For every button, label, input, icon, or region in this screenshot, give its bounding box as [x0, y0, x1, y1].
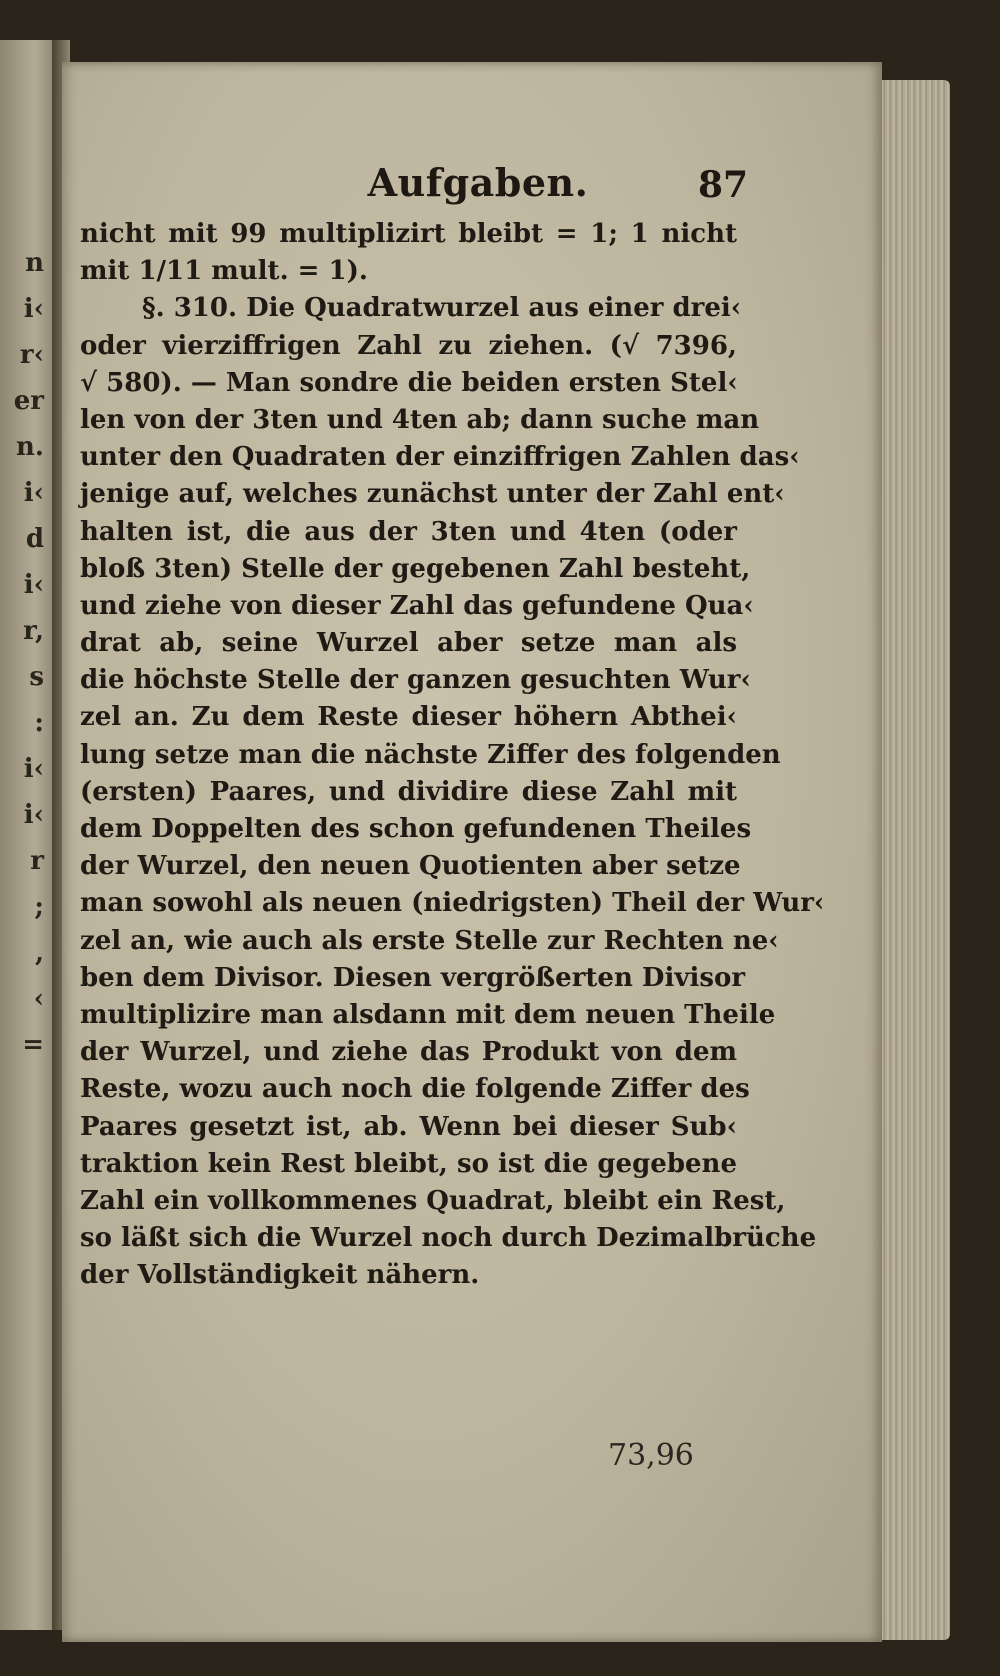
text-line: nicht mit 99 multiplizirt bleibt = 1; 1 nicht [80, 219, 737, 249]
left-letter: r [30, 846, 44, 876]
text-line: der Wurzel, und ziehe das Produkt von dem [80, 1037, 737, 1068]
body-text [80, 216, 825, 1294]
text-line: zel an, wie auch als erste Stelle zur Rechten ne‹ [80, 925, 779, 956]
text-line: multiplizire man alsdann mit dem neuen Theile [80, 999, 776, 1030]
left-letter: ; [34, 892, 44, 922]
text-line: (ersten) Paares, und dividire diese Zahl mit [80, 776, 737, 807]
text-line: √ 580). — Man sondre die beiden ersten Stel‹ [80, 367, 738, 398]
text-line: die höchste Stelle der ganzen gesuchten Wur‹ [80, 665, 751, 696]
text-line: drat ab, seine Wurzel aber setze man als [80, 628, 737, 659]
text-line: §. 310. Die Quadratwurzel aus einer drei‹ [142, 293, 742, 324]
left-page-edge [0, 40, 58, 1630]
page-edges [880, 80, 950, 1640]
page-header [62, 160, 882, 220]
left-letter: i‹ [23, 478, 44, 508]
left-letter: n. [16, 432, 44, 462]
left-letter: n [25, 248, 44, 278]
left-letter: er [13, 386, 44, 416]
text-line: lung setze man die nächste Ziffer des folgenden [80, 739, 781, 770]
text-line: unter den Quadraten der einziffrigen Zahlen das‹ [80, 442, 800, 473]
text-line: halten ist, die aus der 3ten und 4ten (oder [80, 516, 737, 547]
text-line: dem Doppelten des schon gefundenen Theiles [80, 814, 752, 844]
text-line: der Vollständigkeit nähern. [80, 1260, 480, 1291]
left-letter: = [22, 1030, 44, 1060]
text-line: und ziehe von dieser Zahl das gefundene Qua‹ [80, 590, 754, 621]
running-title: Aufgaben. [367, 160, 589, 205]
left-letter: r‹ [19, 340, 44, 370]
left-letter: r, [23, 616, 44, 646]
left-letter: ‹ [33, 984, 44, 1014]
handwritten-annotation: 73,96 [608, 1438, 694, 1473]
left-letter: i‹ [23, 294, 44, 324]
left-letter: : [34, 708, 44, 738]
left-page-letters [0, 240, 50, 1068]
text-line: len von der 3ten und 4ten ab; dann suche man [80, 404, 760, 435]
left-letter: s [29, 662, 44, 692]
left-letter: , [34, 938, 44, 968]
text-line: traktion kein Rest bleibt, so ist die gegebene [80, 1148, 737, 1179]
left-letter: i‹ [23, 800, 44, 830]
text-line: der Wurzel, den neuen Quotienten aber setze [80, 851, 741, 882]
text-line: bloß 3ten) Stelle der gegebenen Zahl besteht, [80, 553, 751, 584]
text-line: man sowohl als neuen (niedrigsten) Theil der Wur‹ [80, 888, 825, 919]
text-line: jenige auf, welches zunächst unter der Zahl ent‹ [80, 479, 785, 510]
text-line: Paares gesetzt ist, ab. Wenn bei dieser Sub‹ [80, 1111, 737, 1142]
text-line: mit 1/11 mult. = 1). [80, 256, 368, 287]
text-line: Zahl ein vollkommenes Quadrat, bleibt ein Rest, [80, 1185, 786, 1216]
text-line: so läßt sich die Wurzel noch durch Dezimalbrüche [80, 1223, 817, 1254]
text-line: zel an. Zu dem Reste dieser höhern Abthei‹ [80, 702, 737, 733]
page-number: 87 [698, 164, 749, 206]
left-letter: i‹ [23, 754, 44, 784]
text-line: Reste, wozu auch noch die folgende Ziffer des [80, 1074, 750, 1105]
left-letter: d [25, 524, 44, 554]
text-line: oder vierziffrigen Zahl zu ziehen. (√ 7396, [80, 330, 737, 361]
left-letter: i‹ [23, 570, 44, 600]
text-line: ben dem Divisor. Diesen vergrößerten Divisor [80, 962, 746, 993]
